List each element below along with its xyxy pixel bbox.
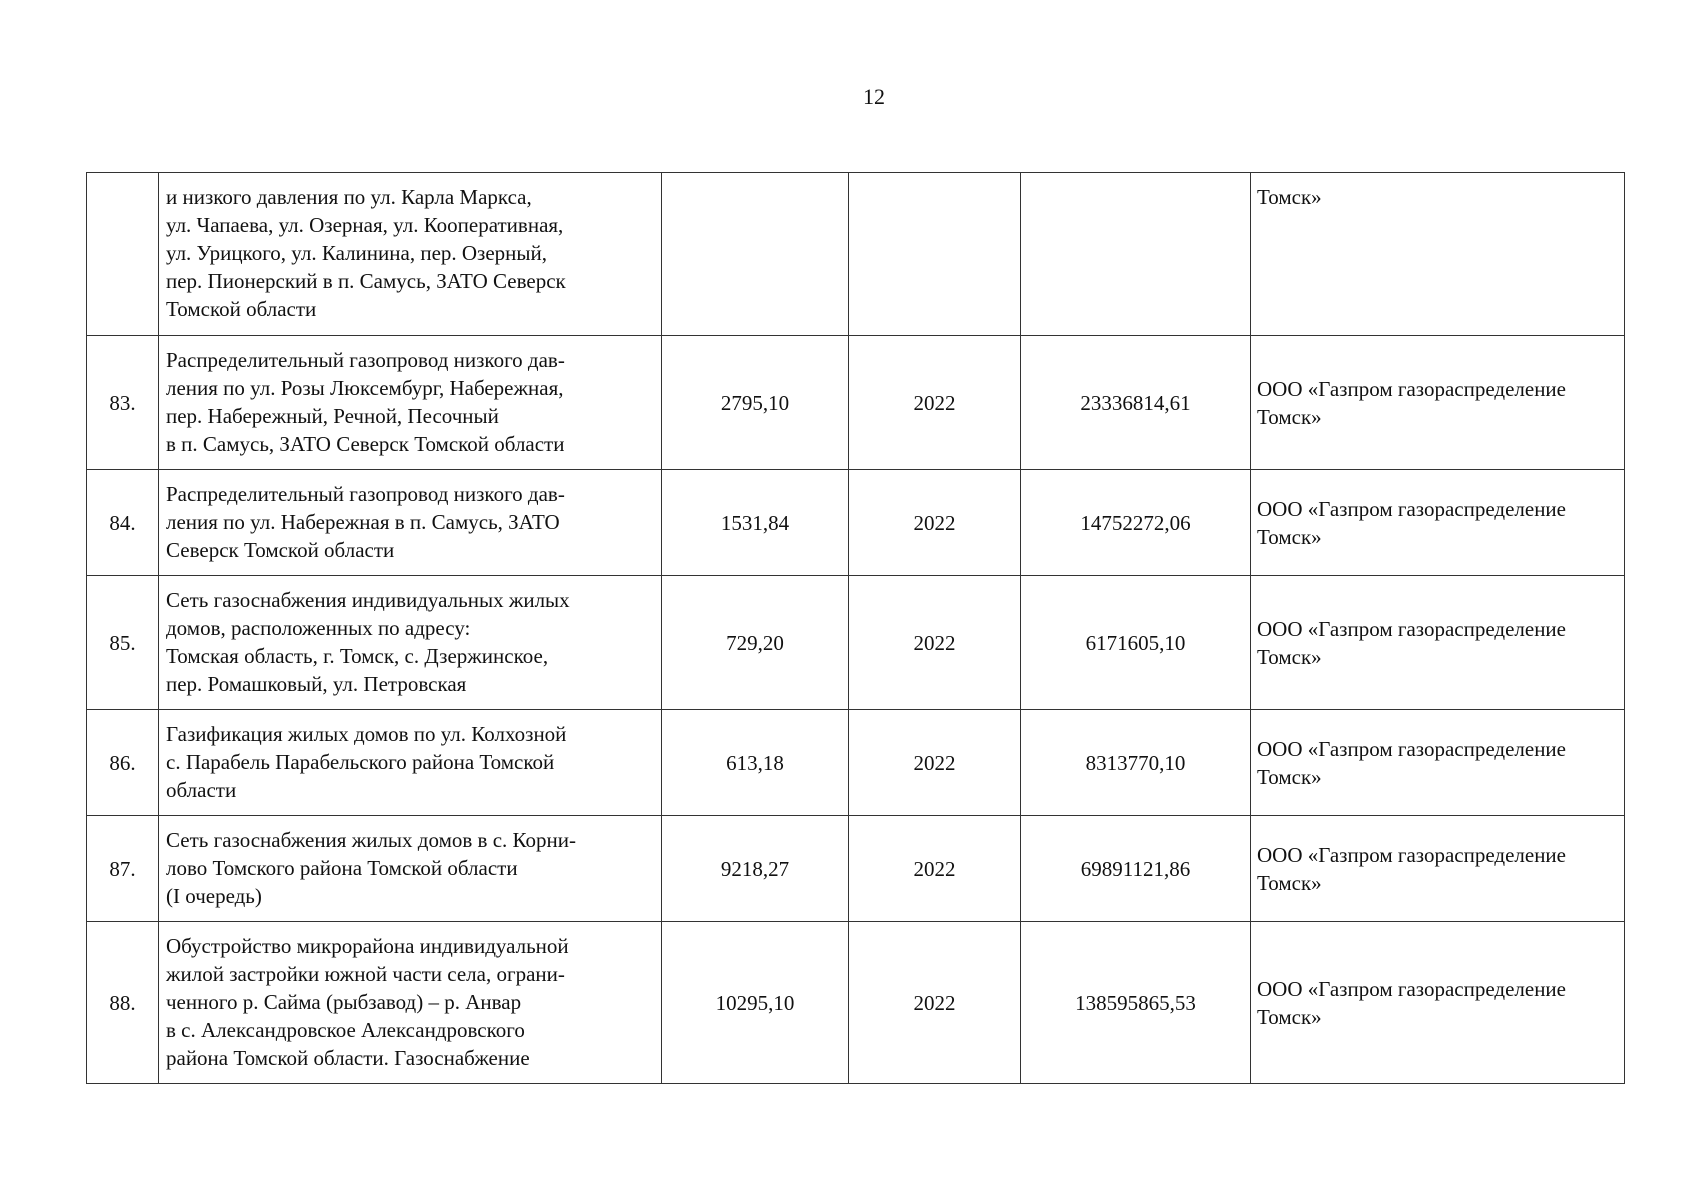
object-name-line: Обустройство микрорайона индивидуальной (166, 934, 569, 958)
cost-cell: 8313770,10 (1021, 710, 1251, 816)
length-cell (662, 173, 849, 336)
object-name (159, 470, 662, 576)
table-row (87, 576, 1625, 710)
organization-cell (1251, 576, 1625, 710)
organization-line: ООО «Газпром газораспределение (1257, 616, 1566, 641)
object-name-line: ул. Чапаева, ул. Озерная, ул. Кооперативная, (166, 213, 564, 237)
object-name-line: Томской области (166, 297, 317, 321)
row-number: 83. (87, 336, 159, 470)
organization-line: Томск» (1257, 185, 1322, 209)
year-cell (849, 173, 1021, 336)
object-name-line: Сеть газоснабжения жилых домов в с. Корни- (166, 828, 576, 852)
cost-cell (1021, 173, 1251, 336)
organization-line: ООО «Газпром газораспределение (1257, 496, 1566, 521)
object-name (159, 336, 662, 470)
object-name-line: ления по ул. Набережная в п. Самусь, ЗАТО (166, 510, 560, 534)
year-cell: 2022 (849, 336, 1021, 470)
year-cell: 2022 (849, 576, 1021, 710)
row-number (87, 173, 159, 336)
table-row (87, 470, 1625, 576)
object-name (159, 576, 662, 710)
organization-line: Томск» (1257, 1004, 1322, 1029)
object-name-line: ул. Урицкого, ул. Калинина, пер. Озерный, (166, 241, 548, 265)
object-name-line: пер. Пионерский в п. Самусь, ЗАТО Северск (166, 269, 566, 293)
table-body (87, 173, 1625, 1084)
object-name (159, 710, 662, 816)
object-name (159, 816, 662, 922)
page-number: 12 (863, 84, 885, 109)
object-name-line: (I очередь) (166, 884, 262, 908)
organization-line: Томск» (1257, 870, 1322, 895)
object-name-line: и низкого давления по ул. Карла Маркса, (166, 185, 532, 209)
organization-line: ООО «Газпром газораспределение (1257, 376, 1566, 401)
organization-cell (1251, 470, 1625, 576)
object-name (159, 173, 662, 336)
object-name-line: домов, расположенных по адресу: (166, 616, 471, 640)
length-cell: 613,18 (662, 710, 849, 816)
object-name-line: района Томской области. Газоснабжение (166, 1046, 530, 1070)
organization-line: ООО «Газпром газораспределение (1257, 736, 1566, 761)
organization-cell (1251, 336, 1625, 470)
row-number: 84. (87, 470, 159, 576)
object-name-line: Северск Томской области (166, 538, 395, 562)
organization-line: Томск» (1257, 524, 1322, 549)
object-name-line: Газификация жилых домов по ул. Колхозной (166, 722, 567, 746)
length-cell: 1531,84 (662, 470, 849, 576)
cost-cell: 23336814,61 (1021, 336, 1251, 470)
organization-cell (1251, 922, 1625, 1084)
object-name-line: жилой застройки южной части села, ограни- (166, 962, 565, 986)
object-name-line: в п. Самусь, ЗАТО Северск Томской области (166, 432, 565, 456)
row-number: 88. (87, 922, 159, 1084)
object-name-line: Распределительный газопровод низкого дав- (166, 348, 565, 372)
row-number: 86. (87, 710, 159, 816)
length-cell: 2795,10 (662, 336, 849, 470)
object-name-line: Распределительный газопровод низкого дав- (166, 482, 565, 506)
object-name-line: ченного р. Сайма (рыбзавод) – р. Анвар (166, 990, 522, 1014)
length-cell: 729,20 (662, 576, 849, 710)
cost-cell: 14752272,06 (1021, 470, 1251, 576)
year-cell: 2022 (849, 816, 1021, 922)
object-name-line: области (166, 778, 237, 802)
organization-line: ООО «Газпром газораспределение (1257, 976, 1566, 1001)
organization-cell (1251, 710, 1625, 816)
table-row (87, 922, 1625, 1084)
table-row (87, 710, 1625, 816)
table-row (87, 816, 1625, 922)
table-row (87, 173, 1625, 336)
table-row (87, 336, 1625, 470)
cost-cell: 6171605,10 (1021, 576, 1251, 710)
object-name-line: в с. Александровское Александровского (166, 1018, 525, 1042)
cost-cell: 138595865,53 (1021, 922, 1251, 1084)
organization-line: Томск» (1257, 764, 1322, 789)
cost-cell: 69891121,86 (1021, 816, 1251, 922)
organization-line: Томск» (1257, 404, 1322, 429)
row-number: 87. (87, 816, 159, 922)
object-name-line: пер. Набережный, Речной, Песочный (166, 404, 499, 428)
length-cell: 10295,10 (662, 922, 849, 1084)
year-cell: 2022 (849, 922, 1021, 1084)
row-number: 85. (87, 576, 159, 710)
length-cell: 9218,27 (662, 816, 849, 922)
object-name (159, 922, 662, 1084)
organization-cell (1251, 816, 1625, 922)
year-cell: 2022 (849, 710, 1021, 816)
organization-line: Томск» (1257, 644, 1322, 669)
gas-pipeline-table (86, 172, 1625, 1084)
object-name-line: с. Парабель Парабельского района Томской (166, 750, 555, 774)
object-name-line: ления по ул. Розы Люксембург, Набережная, (166, 376, 564, 400)
object-name-line: пер. Ромашковый, ул. Петровская (166, 672, 467, 696)
object-name-line: лово Томского района Томской области (166, 856, 518, 880)
object-name-line: Томская область, г. Томск, с. Дзержинское, (166, 644, 549, 668)
organization-cell (1251, 173, 1625, 336)
organization-line: ООО «Газпром газораспределение (1257, 842, 1566, 867)
year-cell: 2022 (849, 470, 1021, 576)
object-name-line: Сеть газоснабжения индивидуальных жилых (166, 588, 570, 612)
